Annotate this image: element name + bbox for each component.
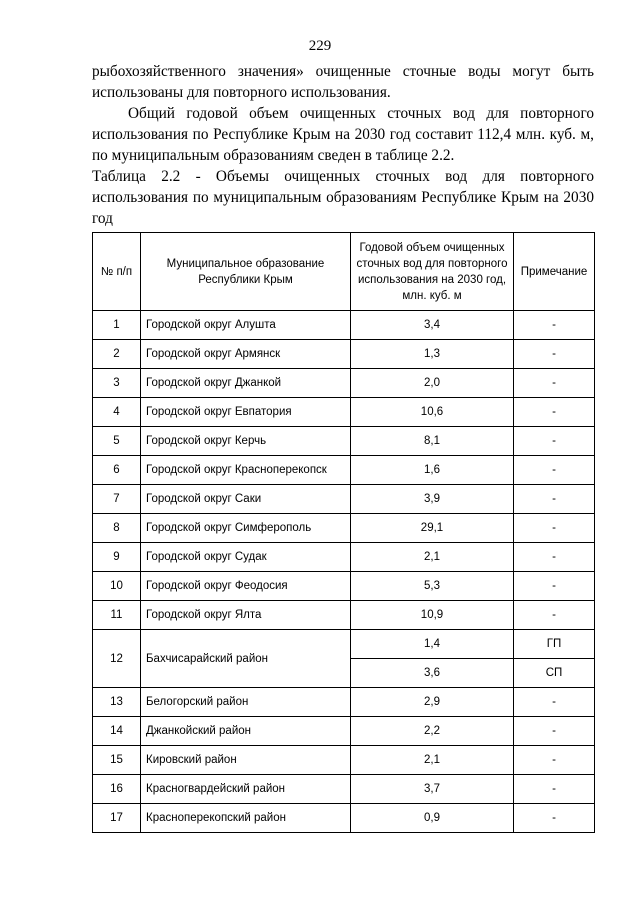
row-volume: 8,1 [351,427,514,456]
row-municipality: Красногвардейский район [141,775,351,804]
row-municipality: Городской округ Феодосия [141,572,351,601]
table-row [93,456,595,485]
row-volume: 2,1 [351,746,514,775]
page-number: 229 [308,38,332,54]
row-number: 4 [93,398,141,427]
row-municipality: Городской округ Саки [141,485,351,514]
table-row [93,630,595,659]
row-number: 9 [93,543,141,572]
row-municipality: Красноперекопский район [141,804,351,833]
table-row [93,398,595,427]
row-number: 3 [93,369,141,398]
row-volume: 2,0 [351,369,514,398]
row-municipality: Городской округ Алушта [141,311,351,340]
row-volume: 10,9 [351,601,514,630]
row-note: - [514,311,595,340]
row-number: 16 [93,775,141,804]
row-number: 11 [93,601,141,630]
row-volume: 3,9 [351,485,514,514]
row-note: - [514,456,595,485]
row-note: - [514,398,595,427]
row-volume: 3,4 [351,311,514,340]
row-number: 10 [93,572,141,601]
row-volume: 2,1 [351,543,514,572]
row-note: - [514,369,595,398]
row-number: 8 [93,514,141,543]
header-municipality: Муниципальное образование Республики Крым [141,233,351,311]
row-number: 1 [93,311,141,340]
row-note: - [514,514,595,543]
paragraph-2: Общий годовой объем очищенных сточных вод для повторного использования по Республике Крым на 2030 год составит 112,4 млн. куб. м, по муниципальным образованиям сведен в таблице 2.2. [92,105,594,164]
row-volume: 10,6 [351,398,514,427]
table-row [93,688,595,717]
row-volume: 2,9 [351,688,514,717]
header-note: Примечание [514,233,595,311]
row-volume: 2,2 [351,717,514,746]
table-row [93,485,595,514]
row-municipality: Кировский район [141,746,351,775]
row-volume: 1,6 [351,456,514,485]
row-municipality: Бахчисарайский район [141,630,351,688]
row-municipality: Городской округ Евпатория [141,398,351,427]
row-note: - [514,746,595,775]
volumes-table [92,232,595,833]
table-row [93,746,595,775]
paragraph-1: рыбохозяйственного значения» очищенные сточные воды могут быть использованы для повторного использования. [92,63,594,101]
row-municipality: Джанкойский район [141,717,351,746]
row-number: 13 [93,688,141,717]
table-row [93,543,595,572]
row-note: - [514,717,595,746]
table-row [93,427,595,456]
row-number: 2 [93,340,141,369]
row-note: - [514,340,595,369]
row-municipality: Белогорский район [141,688,351,717]
table-header-row [93,233,595,311]
row-volume: 1,4 [351,630,514,659]
row-volume: 0,9 [351,804,514,833]
row-volume: 3,7 [351,775,514,804]
row-number: 15 [93,746,141,775]
row-number: 17 [93,804,141,833]
row-volume: 29,1 [351,514,514,543]
row-municipality: Городской округ Красноперекопск [141,456,351,485]
row-volume: 1,3 [351,340,514,369]
row-note: - [514,601,595,630]
table-caption: Таблица 2.2 - Объемы очищенных сточных вод для повторного использования по муниципальным образованиям Республике Крым на 2030 год [92,168,594,227]
table-row [93,601,595,630]
row-municipality: Городской округ Джанкой [141,369,351,398]
row-note: - [514,804,595,833]
row-number: 6 [93,456,141,485]
row-volume: 3,6 [351,659,514,688]
row-note: СП [514,659,595,688]
table-row [93,804,595,833]
table-body [93,311,595,833]
row-municipality: Городской округ Судак [141,543,351,572]
row-note: ГП [514,630,595,659]
header-volume: Годовой объем очищенных сточных вод для повторного использования на 2030 год, млн. куб. м [351,233,514,311]
row-municipality: Городской округ Ялта [141,601,351,630]
table-row [93,572,595,601]
table-row [93,775,595,804]
row-note: - [514,775,595,804]
row-municipality: Городской округ Симферополь [141,514,351,543]
table-row [93,369,595,398]
row-note: - [514,427,595,456]
row-number: 12 [93,630,141,688]
row-municipality: Городской округ Армянск [141,340,351,369]
row-volume: 5,3 [351,572,514,601]
table-row [93,340,595,369]
row-number: 14 [93,717,141,746]
table-row [93,514,595,543]
row-note: - [514,543,595,572]
row-municipality: Городской округ Керчь [141,427,351,456]
row-number: 5 [93,427,141,456]
table-row [93,717,595,746]
row-note: - [514,485,595,514]
row-number: 7 [93,485,141,514]
row-note: - [514,688,595,717]
table-row [93,311,595,340]
row-note: - [514,572,595,601]
header-number: № п/п [93,233,141,311]
